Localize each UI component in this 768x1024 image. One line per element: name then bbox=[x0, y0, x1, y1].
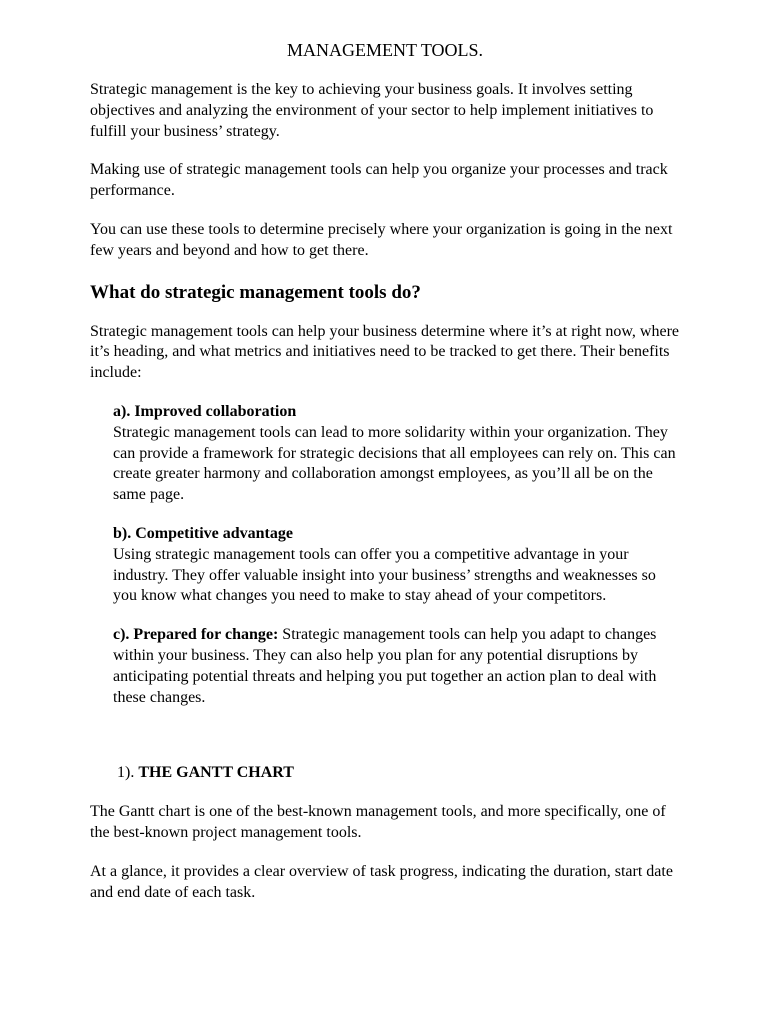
benefit-text: Strategic management tools can lead to more solidarity within your organization. They can provide a framework for strategic decisions that all employees can rely on. This can create greater harmony and collaboration amongst employees, as you’ll all be on the same page. bbox=[113, 423, 676, 504]
list-number: 1). bbox=[117, 764, 135, 782]
benefit-text: Strategic management tools can help you adapt to changes within your business. They can also help you plan for any potential disruptions by anticipating potential threats and helping you put together an action plan to deal with these changes. bbox=[113, 626, 657, 706]
intro-paragraph-1: Strategic management is the key to achieving your business goals. It involves setting objectives and analyzing the environment of your sector to help implement initiatives to fulfill your business’ strategy. bbox=[90, 81, 654, 140]
benefit-title: b). Competitive advantage bbox=[113, 524, 293, 542]
benefit-text: Using strategic management tools can offer you a competitive advantage in your industry. They offer valuable insight into your business’ strengths and weaknesses so you know what changes you need to make to stay ahead of your competitors. bbox=[113, 545, 656, 605]
benefit-title: c). Prepared for change: bbox=[113, 626, 279, 644]
document-title: MANAGEMENT TOOLS. bbox=[286, 40, 483, 60]
tool-title: THE GANTT CHART bbox=[138, 764, 294, 782]
benefit-competitive-advantage bbox=[113, 524, 680, 607]
tool-heading-gantt-chart bbox=[117, 763, 680, 784]
benefit-title: a). Improved collaboration bbox=[113, 402, 297, 420]
section-heading: What do strategic management tools do? bbox=[90, 281, 421, 303]
document-body bbox=[90, 38, 680, 921]
benefit-prepared-for-change bbox=[113, 625, 680, 708]
intro-paragraph-2: Making use of strategic management tools can help you organize your processes and track performance. bbox=[90, 161, 668, 200]
vertical-spacer bbox=[90, 726, 680, 763]
section-intro-paragraph: Strategic management tools can help your business determine where it’s at right now, where it’s heading, and what metrics and initiatives need to be tracked to get there. Their benefits include: bbox=[90, 322, 680, 382]
benefit-improved-collaboration bbox=[113, 402, 680, 506]
gantt-paragraph-2: At a glance, it provides a clear overview of task progress, indicating the duration, start date and end date of each task. bbox=[90, 862, 673, 901]
intro-paragraph-3: You can use these tools to determine precisely where your organization is going in the next few years and beyond and how to get there. bbox=[90, 220, 673, 259]
gantt-paragraph-1: The Gantt chart is one of the best-known management tools, and more specifically, one of the best-known project management tools. bbox=[90, 803, 666, 841]
